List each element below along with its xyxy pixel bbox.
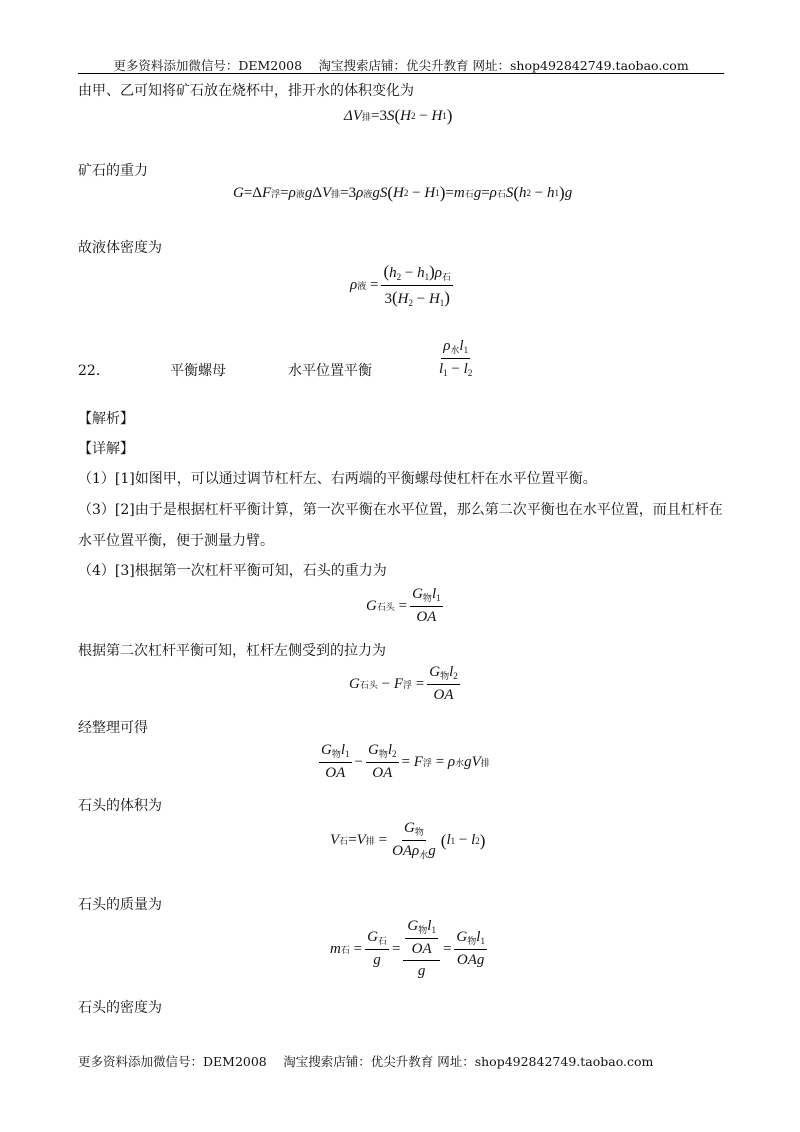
paragraph-5: 根据第二次杠杆平衡可知，杠杆左侧受到的拉力为: [78, 643, 386, 659]
question-22-answer-3: $\frac{\rho_水l_1}{l_1 - l_2}$: [439, 338, 473, 378]
equation-stone-volume: V 石 = V 排 = $\frac{G_物}{OA\rho_水g}$ ( l 1 − l 2 ): [330, 820, 486, 860]
paragraph-3b: 水平位置平衡，便于测量力臂。: [78, 533, 274, 549]
paragraph-8: 石头的质量为: [78, 897, 162, 913]
analysis-heading: 【解析】: [78, 411, 134, 427]
equation-buoyancy: $\frac{G_物l_1}{OA}$ − $\frac{G_物l_2}{OA}$ = F 浮 = ρ 水 gV 排: [321, 742, 490, 781]
question-22-answer-2: 水平位置平衡: [288, 363, 372, 379]
paragraph-7: 石头的体积为: [78, 798, 162, 814]
paragraph-9: 石头的密度为: [78, 1000, 162, 1016]
page-footer: 更多资料添加微信号：DEM2008 淘宝搜索店铺：优尖升教育 网址：shop492842749.taobao.com: [78, 1054, 654, 1069]
equation-volume-change: ΔV 排 =3S ( H 2 − H 1 ): [344, 106, 453, 125]
question-22-number: 22．: [78, 363, 110, 379]
text-line-2: 矿石的重力: [78, 163, 148, 179]
page-header: 更多资料添加微信号：DEM2008 淘宝搜索店铺：优尖升教育 网址：shop492842749.taobao.com: [113, 58, 689, 73]
equation-ore-gravity: G =Δ F 浮 = ρ 液 g Δ V 排 =3 ρ 液 gS ( H 2 − H 1 ) = m 石 g = ρ 石 S ( h 2 − h 1 ) g: [233, 183, 573, 202]
paragraph-1: （1）[1]如图甲，可以通过调节杠杆左、右两端的平衡螺母使杠杆在水平位置平衡。: [78, 471, 597, 487]
text-line-3: 故液体密度为: [78, 240, 162, 256]
header-divider: [78, 73, 724, 74]
text-line-1: 由甲、乙可知将矿石放在烧杯中，排开水的体积变化为: [78, 83, 414, 99]
equation-left-pull: G 石头 − F 浮 = $\frac{G_物l_2}{OA}$: [349, 664, 458, 703]
equation-liquid-density: ρ 液 = $\frac{(h_2 - h_1)\rho_石}{3(H_2 - H_1)}$: [350, 262, 451, 308]
paragraph-6: 经整理可得: [78, 720, 148, 736]
equation-stone-gravity: G 石头 = $\frac{G_物l_1}{OA}$: [366, 586, 441, 625]
question-22-answer-1: 平衡螺母: [170, 363, 226, 379]
equation-stone-mass: m 石 = $\frac{G_石}{g}$ = $\frac{\frac{G_物l_1}{OA}}{g}$ = $\frac{G_物l_1}{\text{OAg}}$: [330, 918, 485, 979]
paragraph-3a: （3）[2]由于是根据杠杆平衡计算，第一次平衡在水平位置，那么第二次平衡也在水平位置，而且杠杆在: [78, 502, 723, 518]
paragraph-4: （4）[3]根据第一次杠杆平衡可知，石头的重力为: [78, 563, 387, 579]
detail-heading: 【详解】: [78, 441, 134, 457]
